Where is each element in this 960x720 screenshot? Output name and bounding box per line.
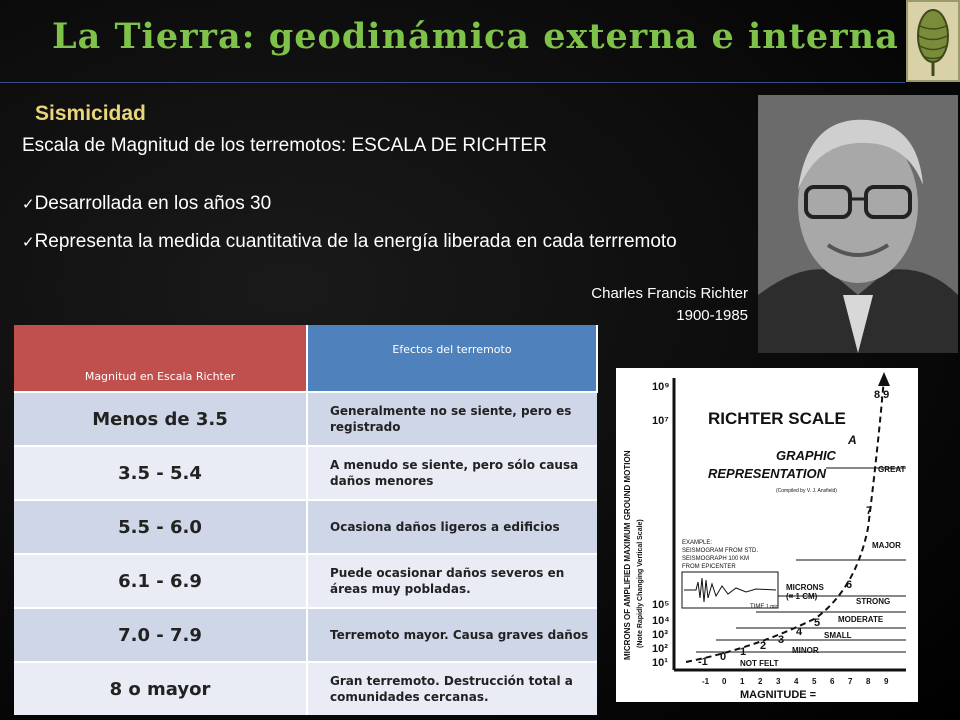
- band-label: NOT FELT: [740, 659, 779, 668]
- example-text: SEISMOGRAPH 100 KM: [682, 556, 750, 562]
- example-text: EXAMPLE:: [682, 540, 713, 546]
- table-row: [14, 392, 597, 446]
- curve-label: 1: [740, 646, 747, 658]
- portrait-caption-years: 1900-1985: [676, 307, 748, 324]
- table-row: [14, 554, 597, 608]
- bullet-2: [22, 230, 702, 255]
- table-row: [14, 662, 597, 715]
- curve-label: 0: [720, 651, 727, 663]
- pine-cone-logo: [906, 0, 960, 82]
- curve-label: 2: [760, 640, 767, 652]
- y-tick: 10²: [652, 643, 668, 655]
- x-tick: 4: [794, 677, 799, 686]
- x-tick: 0: [722, 677, 727, 686]
- bullet-2-text: Representa la medida cuantitativa de la energía liberada en cada terrremoto: [34, 231, 677, 252]
- effect-cell: Terremoto mayor. Causa graves daños: [307, 608, 597, 662]
- table-row: [14, 500, 597, 554]
- band-label: STRONG: [856, 597, 891, 606]
- column-header-magnitude: Magnitud en Escala Richter: [14, 325, 307, 392]
- x-tick: 7: [848, 677, 853, 686]
- top-label: 8.9: [874, 389, 890, 401]
- curve-label: 7: [866, 505, 873, 517]
- y-tick: 10³: [652, 629, 668, 641]
- y-tick: 10¹: [652, 657, 668, 669]
- y-axis-title: MICRONS OF AMPLIFIED MAXIMUM GROUND MOTION: [623, 450, 632, 660]
- richter-portrait: [758, 95, 958, 353]
- y-tick: 10⁹: [652, 381, 670, 393]
- magnitude-cell: 3.5 - 5.4: [14, 446, 307, 500]
- richter-scale-graphic: [616, 368, 918, 702]
- effect-cell: Puede ocasionar daños severos en áreas muy pobladas.: [307, 554, 597, 608]
- effect-cell: Gran terremoto. Destrucción total a comunidades cercanas.: [307, 662, 597, 715]
- magnitude-cell: Menos de 3.5: [14, 392, 307, 446]
- example-text: FROM EPICENTER: [682, 564, 736, 570]
- graphic-title-representation: REPRESENTATION: [708, 466, 826, 481]
- x-tick: 8: [866, 677, 871, 686]
- magnitude-cell: 7.0 - 7.9: [14, 608, 307, 662]
- bullet-1: [22, 192, 271, 217]
- graphic-title: RICHTER SCALE: [708, 409, 846, 428]
- x-tick: 1: [740, 677, 745, 686]
- table-row: [14, 608, 597, 662]
- column-header-effects: Efectos del terremoto: [307, 325, 597, 392]
- curve-label: 5: [814, 617, 821, 629]
- microns-note: (= 1 CM): [786, 592, 818, 601]
- slide-title: La Tierra: geodinámica externa e interna: [52, 16, 899, 57]
- curve-label: -1: [698, 656, 708, 668]
- time-unit: 1 min: [766, 604, 779, 610]
- band-label: GREAT: [878, 465, 906, 474]
- y-tick: 10⁷: [652, 415, 669, 427]
- table-row: [14, 446, 597, 500]
- curve-label: 4: [796, 626, 803, 638]
- effect-cell: A menudo se siente, pero sólo causa daños menores: [307, 446, 597, 500]
- x-axis-title: MAGNITUDE =: [740, 689, 817, 701]
- title-divider: [0, 82, 905, 83]
- x-tick: -1: [702, 677, 710, 686]
- subtitle: Escala de Magnitud de los terremotos: ESCALA DE RICHTER: [22, 135, 547, 156]
- x-tick: 3: [776, 677, 781, 686]
- y-axis-subtitle: (Note Rapidly Changing Vertical Scale): [637, 519, 644, 648]
- graphic-title-a: A: [848, 433, 857, 447]
- graphic-credit: (Compiled by V. J. Ansfield): [776, 488, 837, 494]
- example-text: SEISMOGRAM FROM STD.: [682, 548, 759, 554]
- x-tick: 5: [812, 677, 817, 686]
- y-tick: 10⁵: [652, 599, 670, 611]
- section-heading: Sismicidad: [35, 102, 146, 125]
- band-label: MAJOR: [872, 541, 901, 550]
- microns-label: MICRONS: [786, 583, 824, 592]
- bullet-1-text: Desarrollada en los años 30: [34, 193, 272, 214]
- magnitude-cell: 5.5 - 6.0: [14, 500, 307, 554]
- magnitude-cell: 6.1 - 6.9: [14, 554, 307, 608]
- magnitude-cell: 8 o mayor: [14, 662, 307, 715]
- band-label: MINOR: [792, 646, 819, 655]
- effect-cell: Ocasiona daños ligeros a edificios: [307, 500, 597, 554]
- band-label: MODERATE: [838, 615, 884, 624]
- band-label: SMALL: [824, 631, 852, 640]
- richter-effects-table: [14, 325, 598, 715]
- time-label: TIME: [750, 604, 765, 610]
- x-tick: 6: [830, 677, 835, 686]
- x-tick: 2: [758, 677, 763, 686]
- y-tick: 10⁴: [652, 615, 670, 627]
- check-icon: ✓: [22, 234, 35, 251]
- portrait-caption-name: Charles Francis Richter: [591, 285, 748, 302]
- curve-label: 3: [778, 634, 785, 646]
- curve-label: 6: [846, 579, 853, 591]
- x-tick: 9: [884, 677, 889, 686]
- graphic-title-graphic: GRAPHIC: [776, 448, 836, 463]
- check-icon: ✓: [22, 196, 35, 213]
- effect-cell: Generalmente no se siente, pero es registrado: [307, 392, 597, 446]
